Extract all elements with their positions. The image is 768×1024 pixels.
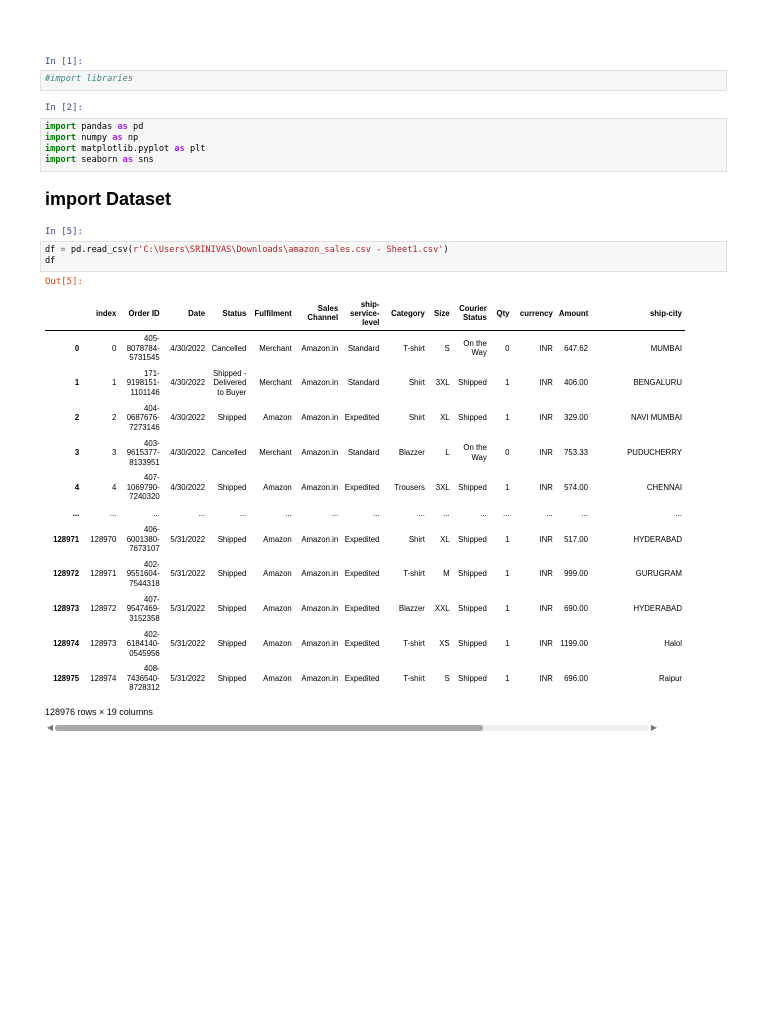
table-cell: XL — [440, 413, 450, 423]
table-cell: 128972 — [90, 604, 117, 614]
table-cell: 3 — [111, 448, 117, 458]
table-cell: Merchant — [259, 448, 292, 458]
column-header: Qty — [490, 296, 513, 331]
table-cell: 4/30/2022 — [170, 343, 206, 353]
output-prompt: Out[5]: — [45, 277, 83, 287]
table-cell: Expedited — [344, 482, 380, 492]
code-cell-2[interactable] — [40, 118, 727, 172]
table-cell: 128970 — [90, 534, 117, 544]
table-cell: S — [444, 343, 450, 353]
table-cell: XS — [439, 639, 450, 649]
table-cell: Amazon.in — [301, 448, 339, 458]
table-cell: 753.33 — [564, 448, 588, 458]
column-header: ship-city — [591, 296, 685, 331]
table-cell: Amazon — [263, 604, 292, 614]
row-index: 2 — [74, 413, 80, 423]
table-cell: 403-9615377-8133951 — [126, 438, 160, 467]
table-cell: 4/30/2022 — [170, 482, 206, 492]
table-cell: Amazon.in — [301, 604, 339, 614]
cell-3-prompt: In [5]: — [45, 227, 83, 237]
column-header: Fulfilment — [249, 296, 294, 331]
table-cell: ... — [503, 508, 510, 518]
table-cell: ... — [372, 508, 380, 518]
table-cell: Amazon.in — [301, 378, 339, 388]
table-cell: 1 — [505, 378, 510, 388]
table-cell: S — [444, 673, 450, 683]
dataframe-output[interactable] — [45, 296, 682, 696]
table-cell: ... — [418, 508, 425, 518]
table-cell: 1 — [505, 673, 510, 683]
table-row — [45, 522, 685, 557]
table-cell: 406-6001380-7673107 — [126, 525, 160, 554]
scroll-left-icon[interactable]: ◀ — [46, 723, 54, 732]
table-cell: 5/31/2022 — [170, 639, 206, 649]
column-header: Sales Channel — [295, 296, 341, 331]
table-cell: ... — [285, 508, 292, 518]
table-cell: 402-6184140-0545956 — [126, 629, 160, 658]
table-cell: Standard — [347, 448, 380, 458]
table-cell: 517.00 — [564, 534, 588, 544]
table-header-row — [45, 296, 685, 331]
table-cell: ... — [443, 508, 450, 518]
table-cell: Expedited — [344, 604, 380, 614]
table-cell: HYDERABAD — [633, 604, 682, 614]
table-cell: Shipped — [458, 639, 487, 649]
row-index: 128974 — [53, 639, 80, 649]
row-index: 3 — [74, 448, 80, 458]
table-cell: ... — [109, 508, 117, 518]
table-cell: INR — [539, 378, 553, 388]
code-line: import matplotlib.pyplot as plt — [45, 144, 206, 154]
table-cell: 1 — [505, 604, 510, 614]
table-cell: ... — [480, 508, 487, 518]
table-cell: 408-7436540-8728312 — [126, 664, 160, 693]
table-cell: Shirt — [408, 534, 425, 544]
table-cell: 405-8078784-5731545 — [126, 334, 160, 363]
table-cell: Shipped — [458, 534, 487, 544]
horizontal-scrollbar[interactable] — [45, 722, 659, 734]
column-header: Amount — [556, 296, 591, 331]
table-cell: 0 — [505, 343, 510, 353]
table-cell: Blazzer — [398, 604, 425, 614]
table-cell: Shirt — [408, 378, 425, 388]
code-line: import numpy as np — [45, 133, 139, 143]
table-cell: INR — [539, 482, 553, 492]
column-header: Order ID — [119, 296, 162, 331]
table-cell: Shirt — [408, 413, 425, 423]
dataframe-table — [45, 296, 685, 696]
table-cell: 128974 — [90, 673, 117, 683]
table-cell: BENGALURU — [633, 378, 682, 388]
table-cell: ... — [675, 508, 682, 518]
comment: #import libraries — [45, 74, 133, 84]
table-cell: 690.00 — [564, 604, 588, 614]
row-index: 0 — [74, 343, 80, 353]
table-cell: Amazon — [263, 482, 292, 492]
table-cell: L — [445, 448, 450, 458]
cell-2-prompt: In [2]: — [45, 103, 83, 113]
table-cell: 1 — [111, 378, 117, 388]
table-cell: T-shirt — [403, 673, 425, 683]
table-cell: T-shirt — [403, 639, 425, 649]
table-cell: 1199.00 — [560, 639, 588, 649]
table-cell: CHENNAI — [646, 482, 682, 492]
table-cell: Shipped — [458, 604, 487, 614]
column-header: index — [82, 296, 119, 331]
section-heading: import Dataset — [45, 189, 172, 209]
table-cell: Halol — [664, 639, 682, 649]
table-cell: 0 — [111, 343, 117, 353]
table-cell: INR — [539, 343, 553, 353]
table-cell: Amazon — [263, 569, 292, 579]
table-cell: ... — [153, 508, 160, 518]
table-row — [45, 557, 685, 592]
table-cell: 696.00 — [564, 673, 588, 683]
table-cell: Shipped — [458, 673, 487, 683]
table-cell: Amazon — [263, 534, 292, 544]
table-cell: 329.00 — [564, 413, 588, 423]
table-cell: Amazon.in — [301, 639, 339, 649]
table-row — [45, 505, 685, 522]
table-cell: 3XL — [435, 378, 450, 388]
table-cell: 574.00 — [564, 482, 588, 492]
table-cell: 4/30/2022 — [170, 413, 206, 423]
table-row — [45, 435, 685, 470]
row-index: 1 — [74, 378, 80, 388]
table-cell: Shipped — [217, 673, 247, 683]
column-header: Courier Status — [453, 296, 490, 331]
row-index: 128971 — [53, 534, 80, 544]
column-header: currency — [513, 296, 556, 331]
table-row — [45, 366, 685, 401]
row-index: ... — [72, 508, 80, 518]
code-line: df = pd.read_csv(r'C:\Users\SRINIVAS\Downloads\amazon_sales.csv - Sheet1.csv') — [45, 245, 449, 255]
table-cell: T-shirt — [403, 343, 425, 353]
table-cell: Trousers — [394, 482, 425, 492]
table-cell: Shipped — [458, 569, 487, 579]
shape-summary: 128976 rows × 19 columns — [45, 707, 153, 717]
table-cell: Amazon.in — [301, 343, 339, 353]
table-cell: 4 — [111, 482, 117, 492]
table-cell: 2 — [111, 413, 117, 423]
row-index: 4 — [74, 482, 80, 492]
table-cell: ... — [198, 508, 206, 518]
table-cell: 1 — [505, 482, 510, 492]
table-cell: INR — [539, 448, 553, 458]
table-cell: 3XL — [435, 482, 450, 492]
table-cell: 5/31/2022 — [170, 673, 206, 683]
table-cell: Merchant — [259, 378, 292, 388]
table-cell: 1 — [505, 413, 510, 423]
table-cell: GURUGRAM — [635, 569, 682, 579]
table-cell: XXL — [434, 604, 450, 614]
table-cell: Shipped — [458, 378, 487, 388]
code-line: import seaborn as sns — [45, 155, 154, 165]
table-cell: ... — [581, 508, 588, 518]
table-cell: 407-9547469-3152358 — [126, 594, 160, 623]
table-cell: 4/30/2022 — [170, 448, 206, 458]
table-cell: 1 — [505, 639, 510, 649]
table-cell: 406.00 — [564, 378, 588, 388]
table-cell: Amazon.in — [301, 413, 339, 423]
code-cell-3[interactable] — [40, 241, 727, 272]
table-cell: INR — [539, 413, 553, 423]
table-cell: Standard — [347, 343, 380, 353]
column-header: Date — [163, 296, 208, 331]
row-index: 128975 — [53, 673, 80, 683]
table-cell: ... — [331, 508, 339, 518]
row-index: 128973 — [53, 604, 80, 614]
table-cell: 404-0687676-7273146 — [126, 403, 160, 432]
table-row — [45, 401, 685, 436]
table-cell: M — [443, 569, 450, 579]
table-cell: 171-9198151-1101146 — [126, 368, 160, 397]
table-cell: ... — [546, 508, 553, 518]
table-cell: Shipped — [217, 482, 247, 492]
table-cell: Shipped — [217, 413, 247, 423]
table-cell: Shipped — [217, 534, 247, 544]
table-cell: 128971 — [90, 569, 117, 579]
table-cell: Shipped - Delivered to Buyer — [212, 368, 247, 397]
table-cell: Cancelled — [211, 448, 247, 458]
table-cell: Amazon.in — [301, 534, 339, 544]
table-cell: 5/31/2022 — [170, 604, 206, 614]
table-cell: Amazon — [263, 673, 292, 683]
table-cell: 0 — [505, 448, 510, 458]
table-cell: HYDERABAD — [633, 534, 682, 544]
table-cell: T-shirt — [403, 569, 425, 579]
table-cell: INR — [539, 639, 553, 649]
table-cell: NAVI MUMBAI — [631, 413, 682, 423]
table-cell: Shipped — [217, 569, 247, 579]
table-cell: On the Way — [463, 338, 487, 358]
table-cell: Shipped — [217, 639, 247, 649]
code-line: import pandas as pd — [45, 122, 144, 132]
column-header — [45, 296, 82, 331]
table-cell: Shipped — [458, 413, 487, 423]
table-cell: INR — [539, 604, 553, 614]
table-cell: 5/31/2022 — [170, 534, 206, 544]
table-cell: Amazon — [263, 413, 292, 423]
table-cell: 402-9551604-7544318 — [126, 559, 160, 588]
table-cell: INR — [539, 534, 553, 544]
table-row — [45, 592, 685, 627]
table-cell: Standard — [347, 378, 380, 388]
table-cell: Expedited — [344, 639, 380, 649]
table-cell: 5/31/2022 — [170, 569, 206, 579]
table-cell: Amazon — [263, 639, 292, 649]
code-line: df — [45, 256, 56, 266]
table-cell: MUMBAI — [650, 343, 682, 353]
table-row — [45, 470, 685, 505]
table-cell: INR — [539, 673, 553, 683]
table-cell: 4/30/2022 — [170, 378, 206, 388]
table-cell: Amazon.in — [301, 569, 339, 579]
table-cell: Expedited — [344, 673, 380, 683]
table-cell: Expedited — [344, 534, 380, 544]
table-cell: On the Way — [463, 443, 487, 462]
column-header: Size — [428, 296, 453, 331]
table-cell: ... — [239, 508, 247, 518]
table-cell: Cancelled — [211, 343, 247, 353]
table-cell: 1 — [505, 569, 510, 579]
table-cell: Expedited — [344, 569, 380, 579]
table-cell: PUDUCHERRY — [627, 448, 682, 458]
table-row — [45, 626, 685, 661]
table-cell: Blazzer — [398, 448, 425, 458]
scrollbar-thumb[interactable] — [55, 725, 483, 731]
table-cell: Expedited — [344, 413, 380, 423]
table-cell: Amazon.in — [301, 482, 339, 492]
column-header: ship-service-level — [341, 296, 382, 331]
code-cell-1[interactable] — [40, 70, 727, 91]
table-cell: Shipped — [217, 604, 247, 614]
cell-1-prompt: In [1]: — [45, 57, 83, 67]
table-row — [45, 331, 685, 366]
table-cell: Shipped — [458, 482, 487, 492]
table-cell: 999.00 — [564, 569, 588, 579]
column-header: Category — [382, 296, 427, 331]
table-cell: Raipur — [659, 673, 682, 683]
column-header: Status — [208, 296, 249, 331]
table-cell: 647.62 — [564, 343, 588, 353]
table-cell: INR — [539, 569, 553, 579]
scroll-right-icon[interactable]: ▶ — [650, 723, 658, 732]
table-cell: 407-1069790-7240320 — [126, 473, 160, 502]
table-cell: Merchant — [259, 343, 292, 353]
table-cell: XL — [440, 534, 450, 544]
table-cell: Amazon.in — [301, 673, 339, 683]
table-row — [45, 661, 685, 696]
table-cell: 128973 — [90, 639, 117, 649]
row-index: 128972 — [53, 569, 80, 579]
table-cell: 1 — [505, 534, 510, 544]
